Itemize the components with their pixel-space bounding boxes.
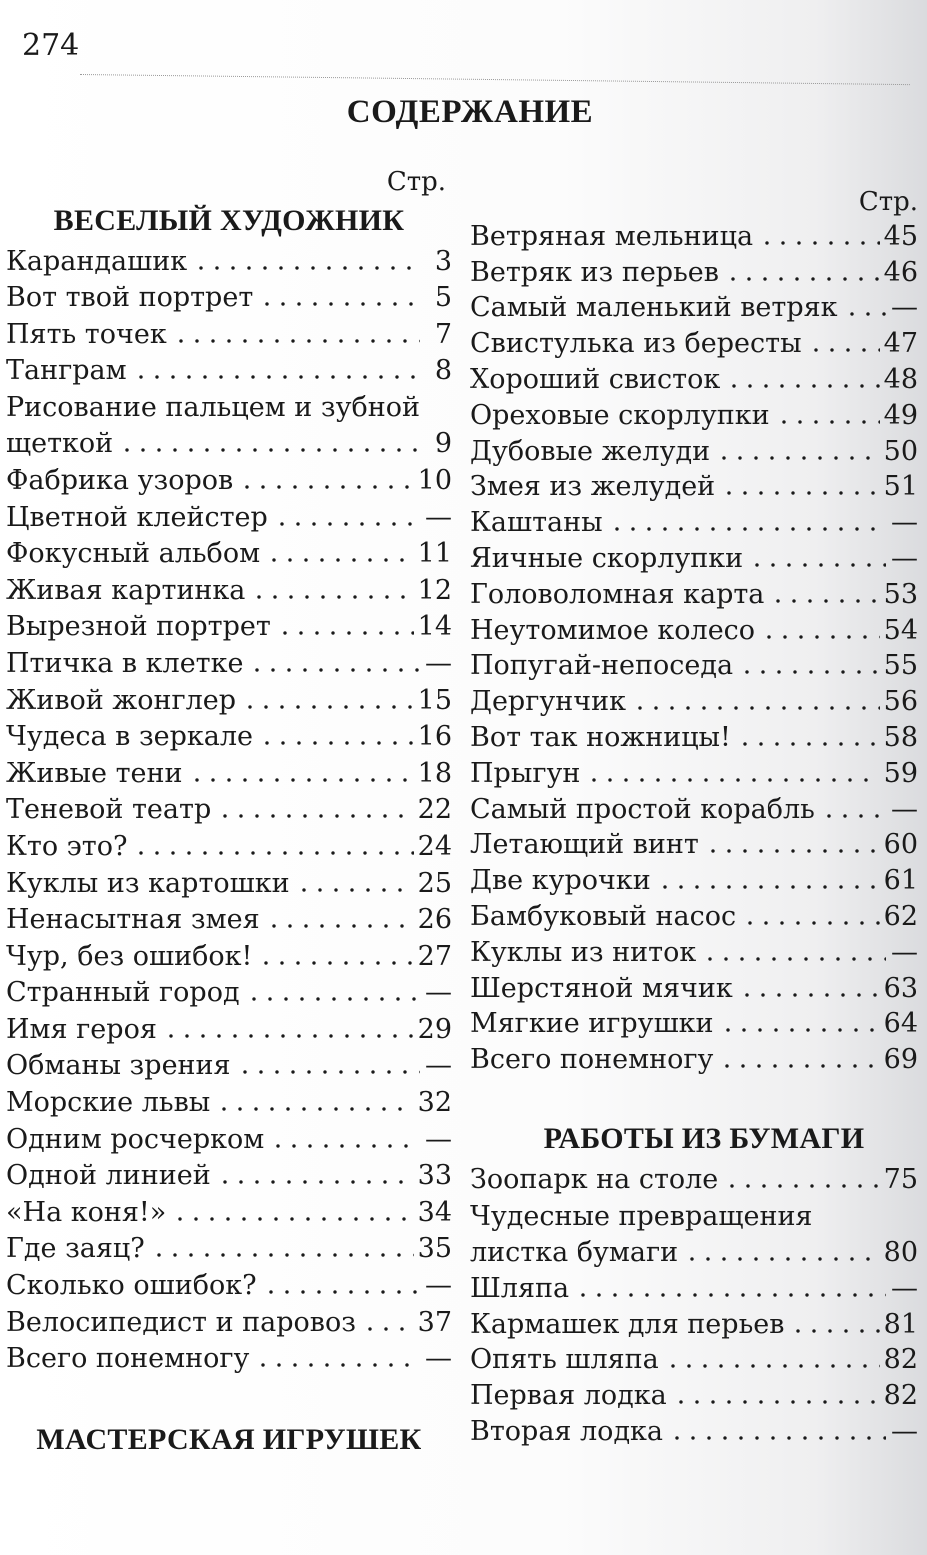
entry-page-number: — [891, 542, 918, 574]
entry-title-line [470, 1235, 918, 1271]
entry-title: Фабрика узоров [6, 464, 234, 496]
entry-title: Чур, без ошибок! [6, 940, 253, 972]
entry-page-number: — [425, 977, 452, 1009]
dot-leader [259, 740, 414, 746]
entry-page-number: 48 [883, 363, 918, 395]
dot-leader [739, 669, 880, 675]
entry-page-number: 10 [417, 464, 452, 496]
entry-page-number: 81 [883, 1308, 918, 1340]
toc-entry [470, 1378, 918, 1414]
entry-title: Ветряк из перьев [470, 256, 719, 288]
entry-page-number: 29 [417, 1013, 452, 1045]
dot-leader [163, 1033, 414, 1039]
page-column-label: Стр. [386, 167, 446, 197]
entry-title: Ненасытная змея [6, 904, 260, 936]
dot-leader [246, 996, 420, 1002]
toc-entry [6, 828, 452, 865]
dot-leader [724, 1183, 879, 1189]
entry-title: Змея из желудей [470, 471, 716, 503]
toc-entry [6, 682, 452, 719]
entry-title: Кармашек для перьев [470, 1308, 785, 1340]
entry-title: Фокусный альбом [6, 538, 261, 570]
entry-page-number: 69 [883, 1044, 918, 1076]
entry-title: Дубовые желуди [470, 435, 711, 467]
entry-page-number: 56 [883, 686, 918, 718]
entry-title: Неутомимое колесо [470, 614, 756, 646]
toc-entry [470, 720, 918, 756]
dot-leader [705, 848, 880, 854]
entry-title: Головоломная карта [470, 578, 765, 610]
dot-leader [702, 956, 886, 962]
toc-entry [6, 1231, 452, 1268]
dot-leader [716, 455, 880, 461]
toc-entry [6, 645, 452, 682]
dot-leader [632, 705, 880, 711]
entry-page-number: — [891, 507, 918, 539]
dot-leader [255, 1362, 420, 1368]
entry-page-number: — [891, 936, 918, 968]
entry-title: Вот твой портрет [6, 282, 254, 314]
dot-leader [151, 1252, 414, 1258]
dot-leader [242, 704, 414, 710]
toc-entry [6, 499, 452, 536]
entry-title: Шерстяной мячик [470, 972, 733, 1004]
entry-title: Сколько ошибок? [6, 1270, 257, 1302]
entry-page-number: 25 [417, 867, 452, 899]
toc-entry [470, 1307, 918, 1343]
dot-leader [657, 884, 880, 890]
dot-leader [251, 594, 413, 600]
dot-leader [274, 521, 420, 527]
entry-page-number: 26 [417, 904, 452, 936]
toc-entry [470, 935, 918, 971]
dot-leader [239, 484, 413, 490]
dot-leader [216, 1106, 413, 1112]
toc-entry [470, 863, 918, 899]
toc-entry [6, 975, 452, 1012]
dot-leader [266, 923, 414, 929]
dot-leader [172, 1216, 413, 1222]
dot-leader [133, 850, 413, 856]
toc-entry [470, 255, 918, 291]
dot-leader [189, 777, 414, 783]
entry-page-number: 50 [883, 435, 918, 467]
dot-leader [737, 741, 880, 747]
dot-leader [790, 1328, 879, 1334]
toc-entry [6, 353, 452, 390]
entry-page-number: — [425, 1343, 452, 1375]
entry-page-number: 12 [417, 574, 452, 606]
entry-title: Самый простой корабль [470, 793, 815, 825]
toc-entry [470, 1414, 918, 1450]
entry-title: Куклы из картошки [6, 867, 290, 899]
header-rule [80, 74, 910, 85]
entry-title: Танграм [6, 355, 127, 387]
entry-title: Странный город [6, 977, 240, 1009]
entry-title: Обманы зрения [6, 1050, 231, 1082]
entry-page-number: 27 [417, 940, 452, 972]
entry-title: Свистулька из бересты [470, 328, 802, 360]
entry-page-number: 46 [883, 256, 918, 288]
dot-leader [586, 777, 879, 783]
entry-page-number: 55 [883, 650, 918, 682]
dot-leader [259, 301, 420, 307]
entry-page-number: 82 [883, 1344, 918, 1376]
entry-page-number: 8 [434, 355, 452, 387]
dot-leader [217, 1179, 414, 1185]
dot-leader [217, 813, 413, 819]
toc-entry [470, 1271, 918, 1307]
dot-leader [173, 338, 420, 344]
section-heading: МАСТЕРСКАЯ ИГРУШЕК [36, 1423, 422, 1457]
entry-title: Ветряная мельница [470, 220, 754, 252]
dot-leader [808, 347, 880, 353]
entry-title: щеткой [6, 428, 114, 460]
toc-entry-list [6, 243, 452, 1377]
dot-leader [742, 920, 880, 926]
toc-entry [6, 755, 452, 792]
toc-entry [470, 362, 918, 398]
entry-page-number: — [425, 1050, 452, 1082]
dot-leader [673, 1399, 880, 1405]
toc-entry [470, 541, 918, 577]
toc-entry [6, 536, 452, 573]
page-number: 274 [22, 28, 80, 63]
entry-page-number: 24 [417, 830, 452, 862]
entry-page-number: 82 [883, 1380, 918, 1412]
toc-entry [6, 609, 452, 646]
toc-entry [470, 398, 918, 434]
entry-title: Каштаны [470, 507, 603, 539]
dot-leader [609, 526, 886, 532]
toc-entry [6, 1011, 452, 1048]
toc-entry [6, 389, 452, 462]
page-column-label: Стр. [858, 187, 918, 217]
toc-entry [6, 1048, 452, 1085]
dot-leader [249, 667, 420, 673]
toc-entry [6, 938, 452, 975]
dot-leader [721, 490, 879, 496]
toc-entry [6, 243, 452, 280]
entry-title: Одним росчерком [6, 1123, 265, 1155]
entry-title: листка бумаги [470, 1236, 679, 1268]
entry-page-number: 53 [883, 578, 918, 610]
entry-title: Пять точек [6, 318, 167, 350]
toc-entry [6, 1341, 452, 1378]
entry-title: Птичка в клетке [6, 647, 244, 679]
toc-entry [470, 684, 918, 720]
entry-page-number: — [891, 793, 918, 825]
toc-entry [6, 462, 452, 499]
entry-title: Живой жонглер [6, 684, 237, 716]
entry-title: Бамбуковый насос [470, 900, 737, 932]
dot-leader [761, 634, 880, 640]
entry-title: Чудесные превращения [470, 1200, 813, 1232]
dot-leader [270, 1143, 420, 1149]
entry-title: Первая лодка [470, 1380, 667, 1412]
entry-page-number: 35 [417, 1233, 452, 1265]
toc-entry [470, 1007, 918, 1043]
page-title: СОДЕРЖАНИЕ [346, 94, 594, 130]
toc-entry [6, 719, 452, 756]
toc-entry [470, 792, 918, 828]
entry-page-number: 32 [417, 1087, 452, 1119]
dot-leader [749, 562, 886, 568]
toc-entry [6, 1194, 452, 1231]
entry-title: Вырезной портрет [6, 611, 271, 643]
entry-page-number: 61 [883, 865, 918, 897]
toc-entry [470, 434, 918, 470]
dot-leader [237, 1069, 420, 1075]
entry-page-number: 37 [417, 1306, 452, 1338]
toc-entry-list [470, 1162, 918, 1450]
toc-entry [6, 572, 452, 609]
dot-leader [362, 1326, 414, 1332]
toc-entry [470, 971, 918, 1007]
entry-page-number: — [425, 1123, 452, 1155]
entry-page-number: — [425, 501, 452, 533]
entry-page-number: 64 [883, 1008, 918, 1040]
dot-leader [575, 1292, 886, 1298]
toc-entry [470, 1042, 918, 1078]
toc-entry [470, 899, 918, 935]
entry-page-number: — [891, 292, 918, 324]
toc-entry [470, 505, 918, 541]
entry-title: Куклы из ниток [470, 936, 697, 968]
dot-leader [258, 960, 413, 966]
toc-entry [6, 1304, 452, 1341]
entry-title: Где заяц? [6, 1233, 145, 1265]
entry-title: Всего понемногу [6, 1343, 250, 1375]
entry-page-number: 58 [883, 721, 918, 753]
entry-page-number: 80 [883, 1236, 918, 1268]
dot-leader [133, 374, 420, 380]
toc-entry [470, 1198, 918, 1271]
entry-title: Чудеса в зеркале [6, 721, 254, 753]
entry-title: Всего понемногу [470, 1044, 714, 1076]
toc-entry [6, 792, 452, 829]
entry-title: Живые тени [6, 757, 183, 789]
toc-entry [6, 1158, 452, 1195]
entry-page-number: 22 [417, 794, 452, 826]
toc-entry [470, 828, 918, 864]
entry-page-number: 11 [417, 538, 452, 570]
entry-page-number: — [891, 1415, 918, 1447]
toc-entry [6, 1267, 452, 1304]
entry-page-number: 18 [417, 757, 452, 789]
entry-title: Зоопарк на столе [470, 1163, 719, 1195]
entry-title: Морские львы [6, 1087, 211, 1119]
entry-page-number: 60 [883, 829, 918, 861]
dot-leader [193, 265, 420, 271]
entry-title: Рисование пальцем и зубной [6, 392, 420, 424]
entry-page-number: 75 [883, 1163, 918, 1195]
entry-title: Шляпа [470, 1272, 570, 1304]
toc-entry [470, 291, 918, 327]
toc-entry [470, 326, 918, 362]
entry-page-number: 54 [883, 614, 918, 646]
entry-title: Опять шляпа [470, 1344, 659, 1376]
entry-title: Яичные скорлупки [470, 542, 744, 574]
entry-title-line [6, 426, 452, 462]
entry-page-number: — [425, 647, 452, 679]
entry-page-number: 45 [883, 220, 918, 252]
toc-entry [470, 613, 918, 649]
entry-title: Летающий винт [470, 829, 699, 861]
entry-title: Прыгун [470, 757, 581, 789]
entry-title: Мягкие игрушки [470, 1008, 714, 1040]
dot-leader [665, 1363, 880, 1369]
entry-title: Самый маленький ветряк [470, 292, 838, 324]
entry-title: Кто это? [6, 830, 128, 862]
entry-page-number: 63 [883, 972, 918, 1004]
dot-leader [296, 887, 414, 893]
entry-page-number: 15 [417, 684, 452, 716]
toc-entry [6, 1084, 452, 1121]
entry-title: Ореховые скорлупки [470, 399, 770, 431]
entry-title: «На коня!» [6, 1196, 167, 1228]
toc-entry [470, 1162, 918, 1198]
dot-leader [277, 630, 414, 636]
dot-leader [759, 240, 880, 246]
toc-entry [470, 756, 918, 792]
dot-leader [266, 557, 414, 563]
entry-page-number: 33 [417, 1160, 452, 1192]
entry-title: Теневой театр [6, 794, 212, 826]
entry-page-number: 16 [417, 721, 452, 753]
toc-entry [6, 902, 452, 939]
dot-leader [720, 1027, 880, 1033]
entry-title: Дергунчик [470, 686, 626, 718]
dot-leader [119, 447, 420, 453]
entry-page-number: 62 [883, 900, 918, 932]
entry-page-number: — [425, 1270, 452, 1302]
section-heading: РАБОТЫ ИЗ БУМАГИ [543, 1122, 865, 1156]
toc-entry [6, 280, 452, 317]
toc-entry [470, 219, 918, 255]
dot-leader [844, 311, 886, 317]
entry-page-number: 51 [883, 471, 918, 503]
dot-leader [669, 1435, 886, 1441]
entry-title: Живая картинка [6, 574, 246, 606]
entry-page-number: 9 [434, 428, 452, 460]
entry-page-number: 49 [883, 399, 918, 431]
dot-leader [821, 813, 886, 819]
section-heading: ВЕСЕЛЫЙ ХУДОЖНИК [53, 204, 405, 237]
entry-title: Хороший свисток [470, 363, 721, 395]
dot-leader [726, 383, 879, 389]
entry-title: Имя героя [6, 1013, 157, 1045]
entry-page-number: 34 [417, 1196, 452, 1228]
entry-page-number: 5 [434, 282, 452, 314]
dot-leader [719, 1063, 879, 1069]
entry-title: Попугай-непоседа [470, 650, 734, 682]
toc-entry [470, 1343, 918, 1379]
entry-page-number: — [891, 1272, 918, 1304]
dot-leader [776, 419, 880, 425]
entry-page-number: 59 [883, 757, 918, 789]
toc-entry [470, 577, 918, 613]
dot-leader [770, 598, 879, 604]
entry-title: Карандашик [6, 245, 188, 277]
entry-title: Одной линией [6, 1160, 211, 1192]
entry-page-number: 7 [434, 318, 452, 350]
entry-title: Цветной клейстер [6, 501, 268, 533]
toc-entry [6, 316, 452, 353]
toc-entry [470, 470, 918, 506]
entry-title: Велосипедист и паровоз [6, 1306, 356, 1338]
dot-leader [684, 1256, 879, 1262]
entry-page-number: 3 [434, 245, 452, 277]
toc-entry [470, 649, 918, 685]
dot-leader [739, 992, 880, 998]
dot-leader [263, 1289, 420, 1295]
entry-page-number: 14 [417, 611, 452, 643]
toc-entry-list [470, 219, 918, 1078]
toc-right-column [470, 185, 918, 1450]
entry-title: Вторая лодка [470, 1415, 664, 1447]
toc-left-column [6, 165, 452, 1463]
dot-leader [725, 276, 880, 282]
entry-title: Вот так ножницы! [470, 721, 731, 753]
toc-entry [6, 865, 452, 902]
toc-entry [6, 1121, 452, 1158]
entry-page-number: 47 [883, 328, 918, 360]
entry-title: Две курочки [470, 865, 651, 897]
